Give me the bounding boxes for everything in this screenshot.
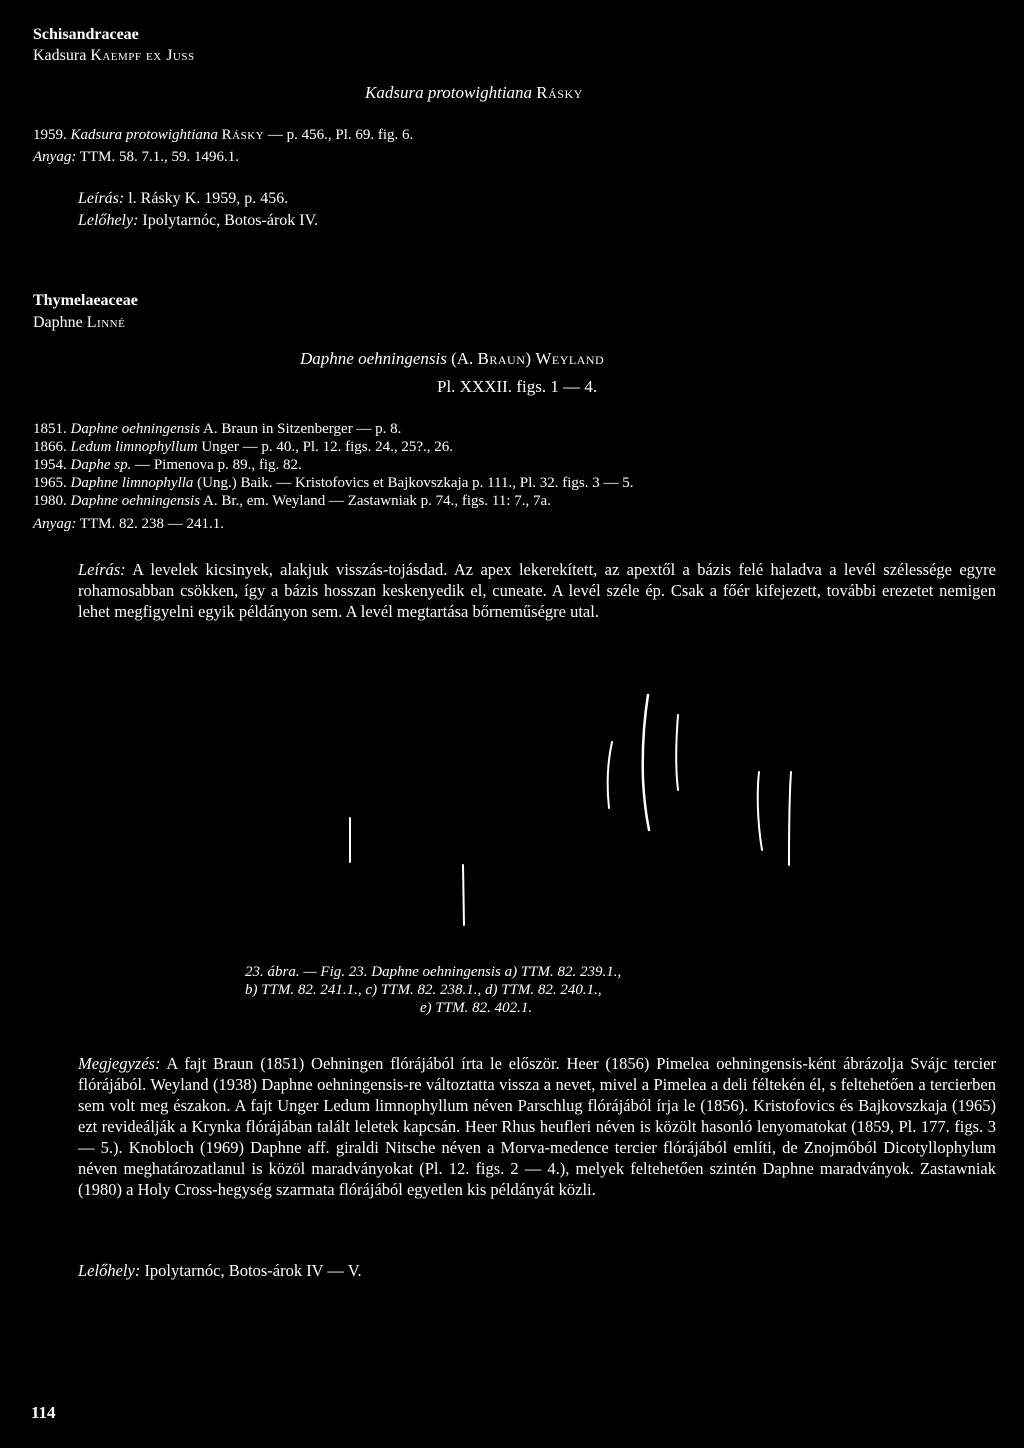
family-heading-thymelaeaceae: Thymelaeaceae <box>33 292 138 309</box>
species-title-name: Daphne oehningensis <box>300 349 447 368</box>
synonym-name: Daphne oehningensis <box>70 421 201 437</box>
lelohely-label: Lelőhely: <box>78 212 139 229</box>
synonym-name: Kadsura protowightiana <box>70 127 218 143</box>
leiras-paragraph <box>78 559 996 622</box>
anyag-line <box>33 148 239 166</box>
anyag-value: TTM. 58. 7.1., 59. 1496.1. <box>76 149 239 165</box>
genus-name: Daphne <box>33 314 83 331</box>
leiras-text: A levelek kicsinyek, alakjuk visszás-tojásdad. Az apex lekerekített, az apextől a bázis felé haladva a levél szélessége egyre rohamosabban csökken, így a bázis hosszan keskenyedik el, cuneate. A levél széle ép. Csak a főér kifejezett, további erezetet nemigen lehet megfigyelni egyik példányon sem. A levél megtartása bőrneműségre utal. <box>78 560 996 621</box>
leiras-line <box>78 190 288 208</box>
leaf-impression-e-part <box>789 772 791 865</box>
synonym-line <box>33 126 413 144</box>
figure-caption-line2: b) TTM. 82. 241.1., c) TTM. 82. 238.1., d) TTM. 82. 240.1., <box>245 982 602 998</box>
synonym-rest: (Ung.) Baik. — Kristofovics et Bajkovszkaja p. 111., Pl. 32. figs. 3 — 5. <box>193 475 634 491</box>
anyag-label: Anyag: <box>33 516 77 532</box>
genus-heading-kadsura <box>33 47 195 65</box>
leaf-impression-b <box>463 865 464 925</box>
synonym-year: 1954. <box>33 457 67 473</box>
synonym-year: 1866. <box>33 439 67 455</box>
species-title-name: Kadsura protowightiana <box>365 83 533 102</box>
leiras-label: Leírás: <box>78 190 125 207</box>
species-title-kadsura <box>365 84 583 102</box>
synonym-rest: A. Braun in Sitzenberger — p. 8. <box>200 421 402 437</box>
anyag-label: Anyag: <box>33 149 77 165</box>
leaf-impression-c <box>608 742 612 808</box>
leaf-impression-d <box>643 695 649 830</box>
synonym-name: Ledum limnophyllum <box>70 439 198 455</box>
synonym-name: Daphne limnophylla <box>70 475 194 491</box>
genus-heading-daphne <box>33 314 125 332</box>
megjegyzes-paragraph <box>78 1053 996 1200</box>
synonym-year: 1965. <box>33 475 67 491</box>
plate-reference: Pl. XXXII. figs. 1 — 4. <box>437 377 598 396</box>
species-title-daphne <box>300 350 604 368</box>
genus-author: Kaempf ex Juss <box>90 47 195 64</box>
synonym-line <box>33 474 634 492</box>
leaf-impression-e <box>758 772 762 850</box>
figure-23 <box>300 690 820 940</box>
synonym-ref: — p. 456., Pl. 69. fig. 6. <box>264 127 414 143</box>
synonym-year: 1980. <box>33 493 67 509</box>
species-author-a: (A. <box>446 349 478 368</box>
synonym-author: Rásky <box>221 127 265 143</box>
lelohely-value: Ipolytarnóc, Botos-árok IV. <box>138 212 319 229</box>
anyag-line <box>33 515 224 533</box>
anyag-value: TTM. 82. 238 — 241.1. <box>76 516 224 532</box>
genus-author: Linné <box>86 314 126 331</box>
species-author-c: ) <box>525 349 536 368</box>
page-number: 114 <box>31 1403 56 1422</box>
species-author-d: Weyland <box>535 349 605 368</box>
leiras-label: Leírás: <box>78 560 126 579</box>
leaf-impression-d-part <box>676 715 678 790</box>
leaf-impressions-illustration <box>300 690 820 940</box>
megjegyzes-label: Megjegyzés: <box>78 1054 161 1073</box>
genus-name: Kadsura <box>33 47 87 64</box>
figure-caption-line1: 23. ábra. — Fig. 23. Daphne oehningensis a) TTM. 82. 239.1., <box>245 964 622 980</box>
synonym-name: Daphne oehningensis <box>70 493 201 509</box>
megjegyzes-text: A fajt Braun (1851) Oehningen flórájából írta le először. Heer (1856) Pimelea oehningensis-ként ábrázolja Svájc tercier flórájából. Weyland (1938) Daphne oehningensis-re változtatta vissza a nevet, mivel a Pimelea a deli féltekén él, s feltehetően a tercierben sem volt meg északon. A fajt Unger Ledum limnophyllum néven Parschlug flórájából írja le (1856). Kristofovics és Bajkovszkaja (1965) ezt revideálják a Krynka flórájában talált leletek kapcsán. Heer Rhus heufleri néven is közölt hasonló lenyomatokat (1859, Pl. 177. figs. 3 — 5.). Knobloch (1969) Daphne aff. giraldi Nitsche néven a Morva-medence tercier flórájából említi, de Znojmóból Dicotyllophylum néven meghatározatlanul is közöl maradványokat (Pl. 12. figs. 2 — 4.), melyek feltehetően szintén Daphne maradványok. Zastawniak (1980) a Holy Cross-hegység szarmata flórájából egyetlen kis példányát közli. <box>78 1054 996 1199</box>
lelohely-line <box>78 212 318 230</box>
lelohely2-value: Ipolytarnóc, Botos-árok IV — V. <box>140 1261 362 1280</box>
figure-caption-line3: e) TTM. 82. 402.1. <box>420 1000 533 1016</box>
synonym-line <box>33 492 551 510</box>
lelohely2-label: Lelőhely: <box>78 1261 141 1280</box>
lelohely2-line <box>78 1262 362 1280</box>
synonym-line <box>33 438 453 456</box>
synonym-rest: Unger — p. 40., Pl. 12. figs. 24., 25?., 26. <box>197 439 453 455</box>
leiras-value: l. Rásky K. 1959, p. 456. <box>124 190 289 207</box>
synonym-year: 1851. <box>33 421 67 437</box>
synonym-line <box>33 420 401 438</box>
family-heading-schisandraceae: Schisandraceae <box>33 26 139 43</box>
synonym-rest: — Pimenova p. 89., fig. 82. <box>131 457 302 473</box>
species-title-author: Rásky <box>536 83 583 102</box>
species-author-b: Braun <box>477 349 526 368</box>
synonym-line <box>33 456 302 474</box>
synonym-name: Daphe sp. <box>70 457 132 473</box>
synonym-year: 1959. <box>33 127 67 143</box>
synonym-rest: A. Br., em. Weyland — Zastawniak p. 74., figs. 11: 7., 7a. <box>200 493 551 509</box>
